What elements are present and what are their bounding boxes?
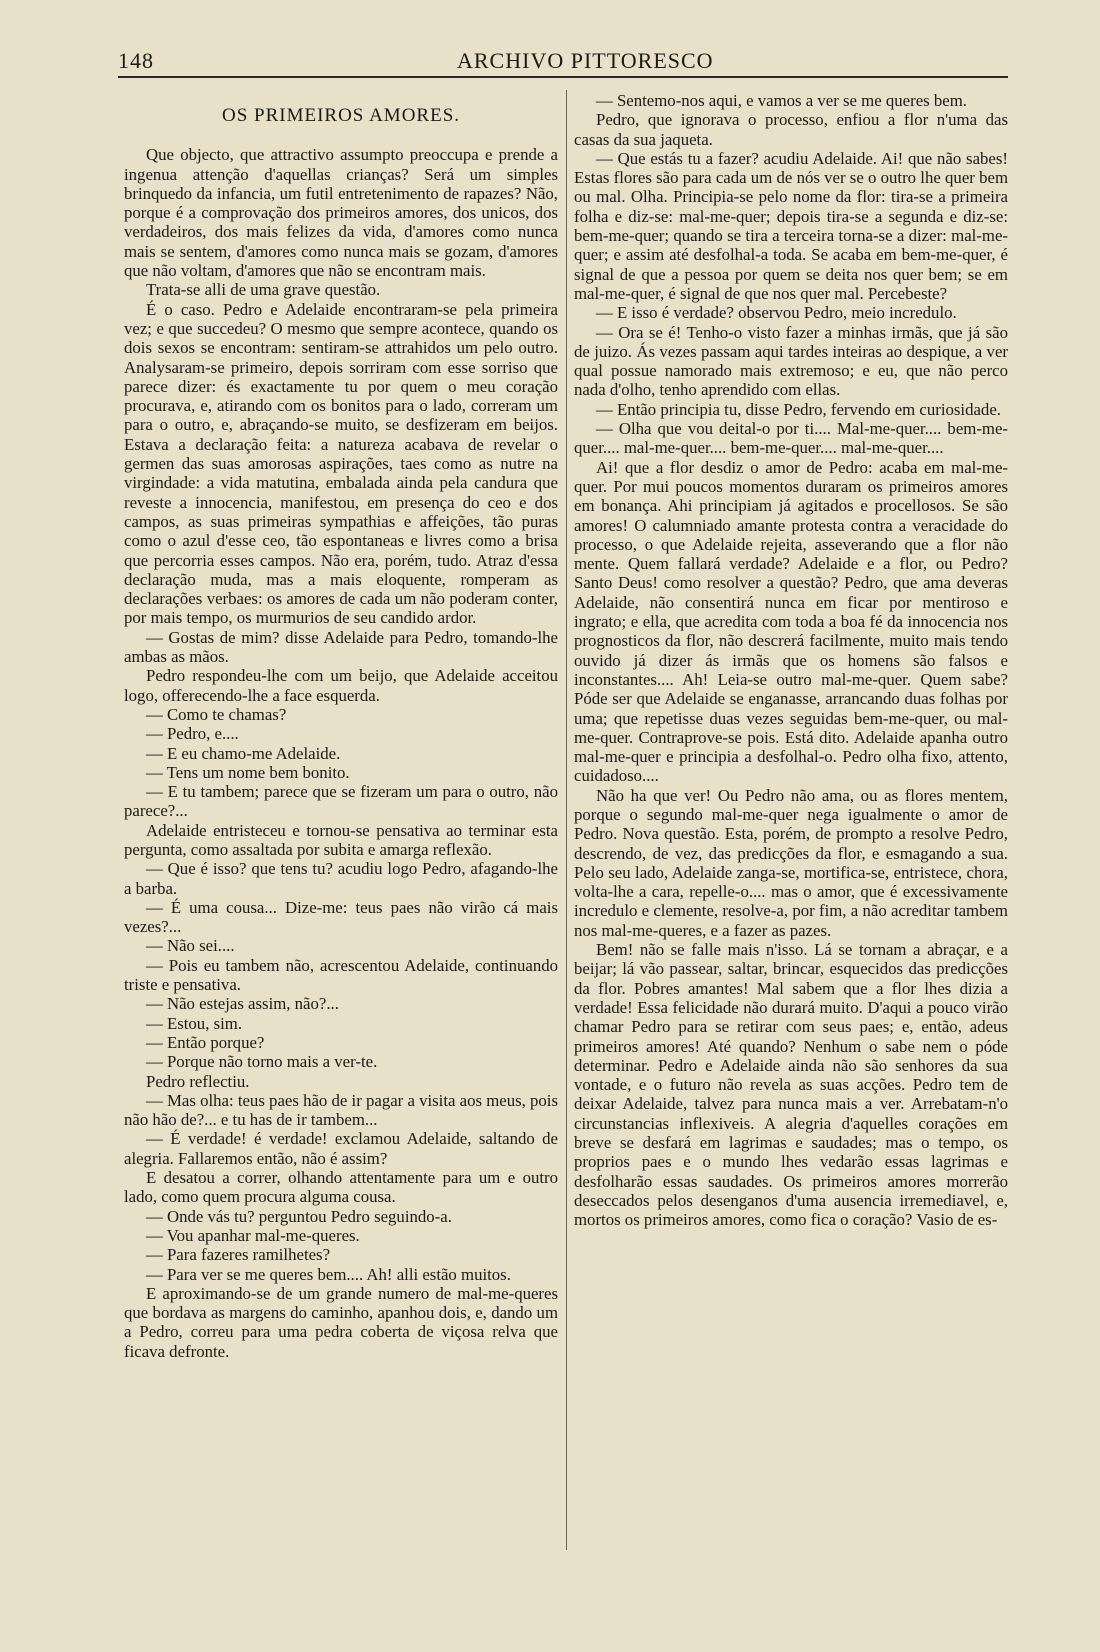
paragraph: — Para fazeres ramilhetes? [146, 1245, 331, 1265]
paragraph: — E isso é verdade? observou Pedro, meio incredulo. [596, 303, 957, 323]
paragraph: Pedro respondeu-lhe com um beijo, que Adelaide acceitou logo, offerecendo-lhe a face esquerda. [124, 666, 558, 705]
paragraph: — Gostas de mim? disse Adelaide para Pedro, tomando-lhe ambas as mãos. [124, 627, 558, 667]
paragraph: — Porque não torno mais a ver-te. [146, 1052, 378, 1072]
page-header [118, 42, 1008, 78]
header-rule [118, 76, 1008, 78]
paragraph: E desatou a correr, olhando attentamente para um e outro lado, como quem procura alguma cousa. [124, 1168, 558, 1207]
paragraph: É o caso. Pedro e Adelaide encontraram-se pela primeira vez; e que succedeu? O mesmo que sempre acontece, quando os dois sexos se encontram: sentiram-se attrahidos um pelo outro. Analysaram-se primeiro, depois sorriram com esse sorriso que parece dizer: és exactamente tu por quem o meu coração procurava, e, atirando com os bonitos para o lado, correram um para o outro, e, abraçando-se muito, se desfizeram em beijos. Estava a declaração feita: a natureza acabava de revelar o germen das suas amorosas aspirações, taes como as nutre na virgindade: a vida matutina, embalada ainda pela candura que reveste a innocencia, manifestou, em presença do ceo e dos campos, as suas primeiras sympathias e affeições, tão puras como o azul d'esse ceo, tão espontaneas e livres como a brisa que percorria esses campos. Não era, porém, tudo. Atraz d'essa declaração muda, mas a mais eloquente, romperam as declarações verbaes: os amores de cada um não poderam conter, por mais tempo, os murmurios de seu candido ardor. [124, 299, 558, 628]
paragraph: — Que estás tu a fazer? acudiu Adelaide. Ai! que não sabes! Estas flores são para cada um de nós ver se o outro lhe quer bem ou mal. Olha. Principia-se pelo nome da flor: tira-se a primeira folha e diz-se: mal-me-quer; depois tira-se a segunda e diz-se: bem-me-quer; quando se tira a terceira torna-se a dizer: mal-me-quer; e assim até desfolhal-a toda. Se acaba em bem-me-quer, é signal de que a pessoa por quem se deita nos quer bem; se em mal-me-quer, é signal de que nos quer mal. Percebeste? [574, 148, 1008, 303]
paragraph: — Vou apanhar mal-me-queres. [146, 1225, 360, 1245]
paragraph: — Estou, sim. [146, 1013, 243, 1033]
paragraph: — Para ver se me queres bem.... Ah! alli estão muitos. [146, 1264, 511, 1284]
paragraph: — Ora se é! Tenho-o visto fazer a minhas irmãs, que já são de juizo. Ás vezes passam aqui tardes inteiras ao despique, a ver qual possue namorado mais extremoso; e eu, que não perco nada d'olho, tenho aprendido com ellas. [574, 322, 1008, 400]
paragraph: — Onde vás tu? perguntou Pedro seguindo-a. [146, 1206, 452, 1226]
running-title: ARCHIVO PITTORESCO [457, 48, 714, 73]
paragraph: Trata-se alli de uma grave questão. [146, 280, 381, 300]
paragraph: — Pois eu tambem não, acrescentou Adelaide, continuando triste e pensativa. [124, 955, 558, 995]
paragraph: — Então principia tu, disse Pedro, fervendo em curiosidade. [596, 399, 1001, 419]
column-divider [566, 90, 567, 1550]
paragraph: — Pedro, e.... [146, 724, 239, 744]
paragraph: E aproximando-se de um grande numero de mal-me-queres que bordava as margens do caminho, apanhou dois, e, dando um a Pedro, correu para uma pedra coberta de viçosa relva que ficava defronte. [124, 1283, 558, 1361]
paragraph: Bem! não se falle mais n'isso. Lá se tornam a abraçar, e a beijar; lá vão passear, saltar, brincar, esquecidos das predicções da flor. Pobres amantes! Mal sabem que a flor lhes dizia a verdade! Essa felicidade não durará muito. D'aqui a pouco virão chamar Pedro para se retirar com seus paes; e, então, adeus primeiros amores! Até quando? Nenhum o sabe nem o póde determinar. Pedro e Adelaide ainda não são senhores da sua vontade, e o futuro não revela as suas acções. Pedro tem de deixar Adelaide, talvez para nunca mais a ver. Arrebatam-n'o circunstancias inflexiveis. A alegria d'aquelles corações em breve se desfará em lagrimas e saudades; mas o tempo, os proprios paes e o mundo lhes vedarão essas lagrimas e desfolharão essas saudades. Os primeiros amores morrerão deseccados pelos desenganos d'uma ausencia irremediavel, e, mortos os primeiros amores, como fica o coração? Vasio de es- [574, 940, 1008, 1230]
paragraph: — Mas olha: teus paes hão de ir pagar a visita aos meus, pois não hão de?... e tu has de ir tambem... [124, 1090, 558, 1130]
paragraph: Não ha que ver! Ou Pedro não ama, ou as flores mentem, porque o segundo mal-me-quer nega igualmente o amor de Pedro. Nova questão. Esta, porém, de prompto a resolve Pedro, descrendo, de vez, das predicções da flor, e esmagando a sua. Pelo seu lado, Adelaide zanga-se, mortifica-se, entristece, chora, volta-lhe a cara, repelle-o.... mas o amor, que é excessivamente incredulo e clemente, resolve-a, por fim, a não acreditar tambem nos mal-me-queres, e a fazer as pazes. [574, 785, 1008, 940]
paragraph: — É verdade! é verdade! exclamou Adelaide, saltando de alegria. Fallaremos então, não é assim? [124, 1129, 558, 1168]
paragraph: Pedro, que ignorava o processo, enfiou a flor n'uma das casas da sua jaqueta. [574, 110, 1008, 149]
page-number: 148 [118, 48, 154, 73]
paragraph: — Não estejas assim, não?... [146, 994, 339, 1014]
paragraph: — Então porque? [146, 1032, 265, 1052]
paragraph: — Não sei.... [146, 936, 235, 956]
paragraph: — E tu tambem; parece que se fizeram um para o outro, não parece?... [124, 782, 558, 821]
article-title: OS PRIMEIROS AMORES. [221, 105, 461, 126]
right-column [574, 91, 1008, 1230]
paragraph: — Que é isso? que tens tu? acudiu logo Pedro, afagando-lhe a barba. [124, 859, 558, 898]
paragraph: — Olha que vou deital-o por ti.... Mal-me-quer.... bem-me-quer.... mal-me-quer.... bem-me-quer.... mal-me-quer.... [574, 419, 1008, 458]
paragraph: — Sentemo-nos aqui, e vamos a ver se me queres bem. [596, 91, 967, 110]
left-column [124, 100, 558, 1361]
paragraph: Pedro reflectiu. [146, 1071, 250, 1091]
paragraph: Que objecto, que attractivo assumpto preoccupa e prende a ingenua attenção d'aquellas crianças? Será um simples brinquedo da infancia, um futil entretenimento de rapazes? Não, porque é a comprovação dos primeiros amores, dos unicos, dos verdadeiros, dos mais felizes da vida, d'amores como nunca mais se sentem, d'amores como nunca mais se gozam, d'amores que não voltam, d'amores que não se encontram mais. [124, 145, 558, 281]
paragraph: — Como te chamas? [146, 704, 287, 724]
paragraph: Ai! que a flor desdiz o amor de Pedro: acaba em mal-me-quer. Por mui poucos momentos duraram os primeiros amores em bonança. Ahi principiam já agitados e procellosos. Se são amores! O calumniado amante protesta contra a veracidade do processo, o que Adelaide rejeita, asseverando que a flor não mente. Quem fallará verdade? Adelaide e a flor, ou Pedro? Santo Deus! como resolver a questão? Pedro, que ama deveras Adelaide, não consentirá nunca em ficar por mentiroso e ingrato; e ella, que acredita com toda a boa fé da innocencia nos prognosticos da flor, não descrerá facilmente, muito mais tendo ouvido já dizer ás irmãs que os homens são falsos e inconstantes.... Ah! Leia-se outro mal-me-quer. Quem sabe? Póde ser que Adelaide se enganasse, arrancando duas folhas por uma; que repetisse duas vezes seguidas bem-me-quer, ou mal-me-quer. Contraprove-se pois. Está dito. Adelaide apanha outro mal-me-quer e principia a desfolhal-o. Pedro olha fixo, attento, cuidadoso.... [574, 457, 1008, 786]
paragraph: — E eu chamo-me Adelaide. [146, 743, 341, 763]
paragraph: — É uma cousa... Dize-me: teus paes não virão cá mais vezes?... [124, 897, 558, 937]
paragraph: Adelaide entristeceu e tornou-se pensativa ao terminar esta pergunta, como assaltada por subita e amarga reflexão. [124, 820, 558, 859]
paragraph: — Tens um nome bem bonito. [146, 762, 350, 782]
